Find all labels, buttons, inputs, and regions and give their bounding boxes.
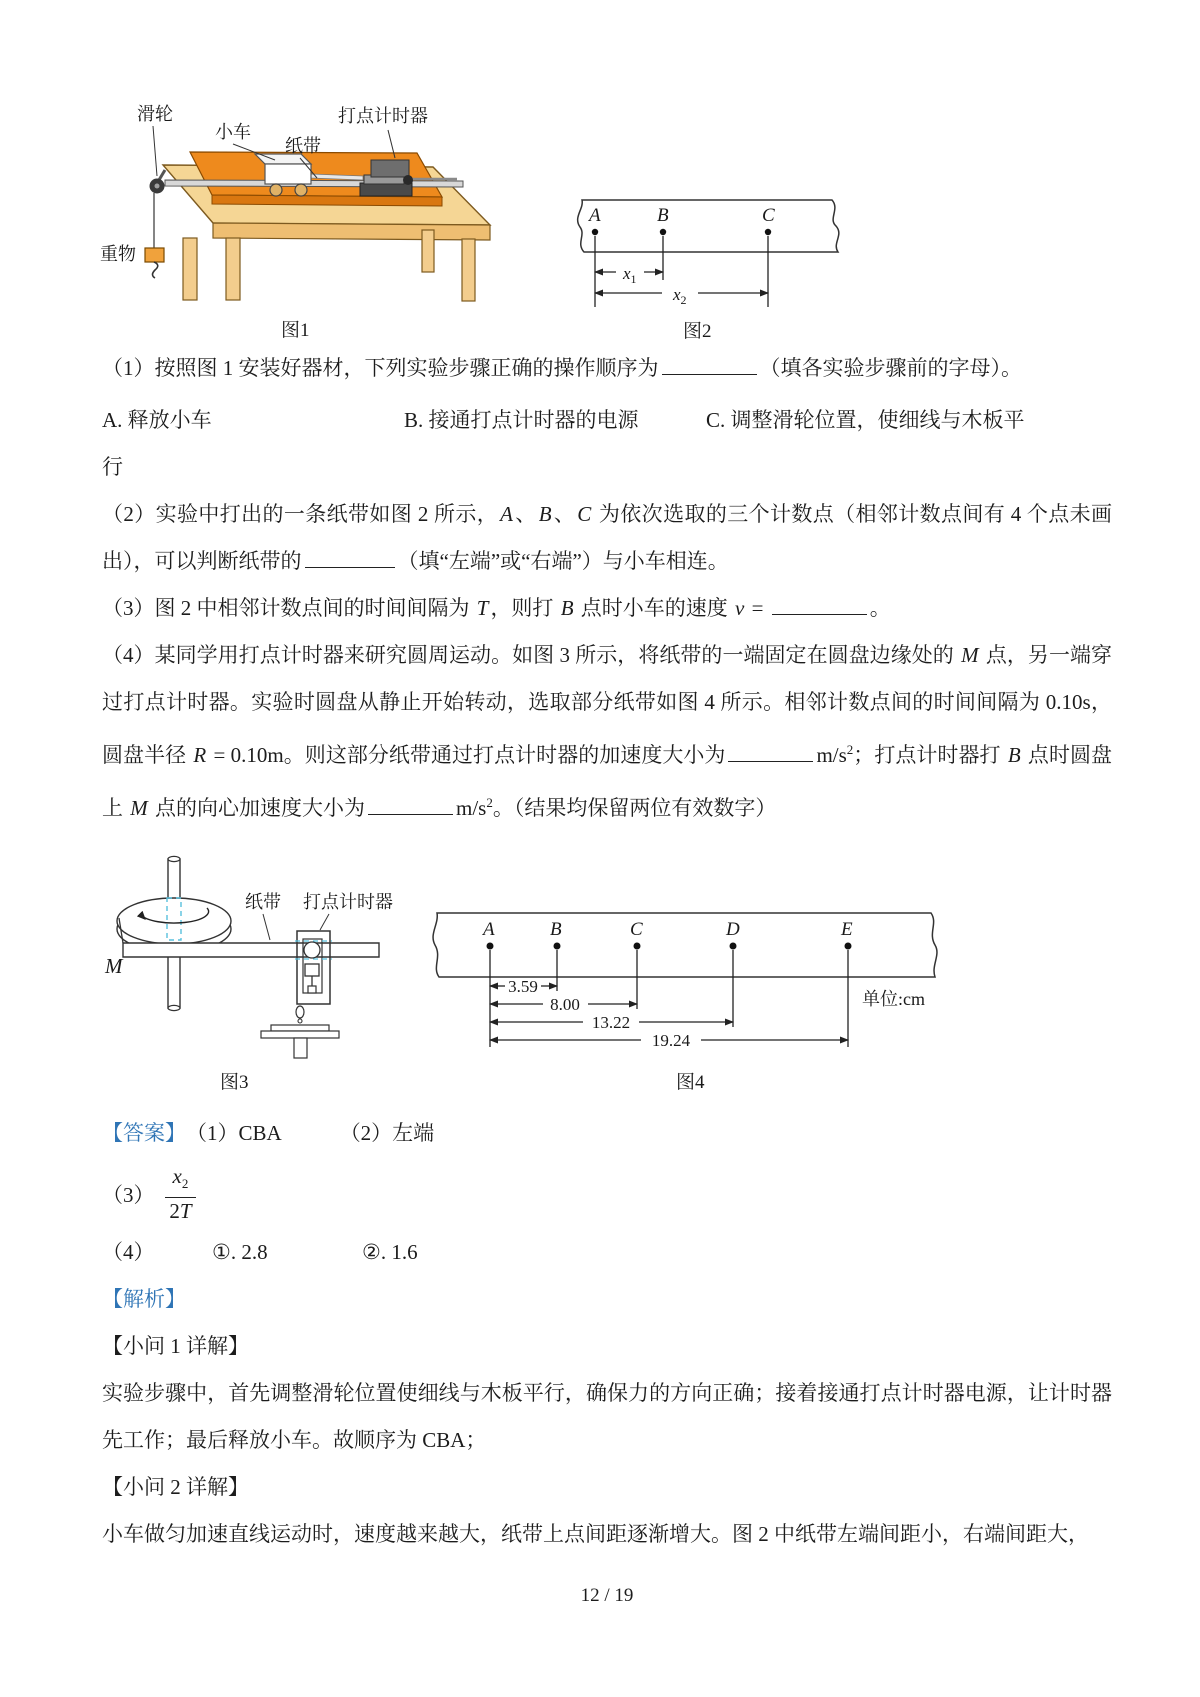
option-c: C. 调整滑轮位置，使细线与木板平 xyxy=(706,408,1025,432)
analysis-paragraph-1: 实验步骤中，首先调整滑轮位置使细线与木板平行，确保力的方向正确；接着接通打点计时器电源，让计时器先工作；最后释放小车。故顺序为 CBA； xyxy=(102,1381,1112,1452)
question-1 xyxy=(102,345,1112,392)
answer-blank xyxy=(662,371,757,375)
answer-4-item-1: ①. 2.8 xyxy=(212,1240,268,1264)
q1-text-post: （填各实验步骤前的字母）。 xyxy=(759,356,1022,380)
svg-text:B: B xyxy=(550,919,562,940)
tape-label: 纸带 xyxy=(285,136,321,156)
answer-line-1 xyxy=(102,1110,1112,1157)
tape-label: 纸带 xyxy=(245,892,281,912)
weight-hanging xyxy=(145,193,164,278)
answer-2: （2）左端 xyxy=(339,1121,435,1145)
figure3-caption: 图3 xyxy=(220,1072,249,1093)
analysis-sub2: 【小问 2 详解】 xyxy=(102,1475,249,1499)
ticker-timer-side xyxy=(295,931,332,1004)
option-c-wrap: 行 xyxy=(102,455,123,479)
option-b: B. 接通打点计时器的电源 xyxy=(404,408,639,432)
q1-text: （1）按照图 1 安装好器材，下列实验步骤正确的操作顺序为 xyxy=(102,356,659,380)
dimension-values xyxy=(508,977,691,1050)
answer-line-3 xyxy=(102,1163,1112,1225)
rail-track xyxy=(165,180,463,187)
point-c-label: C xyxy=(762,205,775,226)
analysis-paragraph-2: 小车做匀加速直线运动时，速度越来越大，纸带上点间距逐渐增大。图 2 中纸带左端间距小，右端间距大， xyxy=(102,1522,1089,1546)
timer-label: 打点计时器 xyxy=(338,106,428,126)
answer-blank xyxy=(368,811,453,815)
figure2-caption: 图2 xyxy=(683,321,712,342)
point-a-label: A xyxy=(589,205,601,226)
point-m-label: M xyxy=(105,954,123,978)
x1-dimension: $x_1$ xyxy=(623,264,637,286)
timer-stand xyxy=(261,1006,339,1058)
question-4: （4）某同学用打点计时器来研究圆周运动。如图 3 所示，将纸带的一端固定在圆盘边缘处的 M 点，另一端穿过打点计时器。实验时圆盘从静止开始转动，选取部分纸带如图 4 所示。相邻计数点间的时间间隔为 0.10s，圆盘半径 R = 0.10m。则这部分纸带通过打点计时器的加速度大小为 $m/s^2$；打点计时器打 B 点时圆盘上 M 点的向心加速度大小为 $m/s^2$。（结果均保留两位有效数字） xyxy=(102,643,1113,820)
question-2: （2）实验中打出的一条纸带如图 2 所示，A、B、C 为依次选取的三个计数点（相邻计数点间有 4 个点未画出），可以判断纸带的 （填“左端”或“右端”）与小车相连。 xyxy=(102,502,1113,573)
figure-row-1 xyxy=(102,90,1112,345)
cart-label: 小车 xyxy=(215,122,251,142)
answer-blank xyxy=(772,611,867,615)
svg-text:A: A xyxy=(483,919,495,940)
analysis-sub1: 【小问 1 详解】 xyxy=(102,1334,249,1358)
answer-1: （1）CBA xyxy=(186,1121,282,1145)
answer-4-item-2: ②. 1.6 xyxy=(362,1240,418,1264)
svg-text:13.22: 13.22 xyxy=(591,1013,631,1032)
analysis-label: 【解析】 xyxy=(102,1287,186,1311)
figure3-diagram xyxy=(95,846,450,1096)
figure-row-2 xyxy=(102,846,1112,1096)
question-3: （3）图 2 中相邻计数点间的时间间隔为 T，则打 B 点时小车的速度 v = 。 xyxy=(102,596,891,620)
figure1-diagram xyxy=(95,90,575,345)
figure2-diagram xyxy=(540,195,1000,345)
timer-label: 打点计时器 xyxy=(303,892,393,912)
svg-text:19.24: 19.24 xyxy=(651,1031,691,1050)
question-1-options xyxy=(102,397,1112,444)
figure1-caption: 图1 xyxy=(281,320,310,341)
answer-3-label: （3） xyxy=(102,1183,155,1207)
answer-blank xyxy=(305,564,395,568)
answer-line-4 xyxy=(102,1229,1112,1276)
unit-label: 单位:cm xyxy=(862,989,925,1009)
figure4-diagram xyxy=(425,901,950,1091)
svg-text:8.00: 8.00 xyxy=(550,995,580,1014)
weight-label: 重物 xyxy=(100,244,136,264)
option-a: A. 释放小车 xyxy=(102,408,212,432)
answer-4-label: （4） xyxy=(102,1240,155,1264)
fraction-x2-over-2T: $\frac{x_2}{2T}$ xyxy=(165,1163,197,1225)
svg-text:D: D xyxy=(726,919,740,940)
answer-label: 【答案】 xyxy=(102,1121,186,1145)
figure4-caption: 图4 xyxy=(676,1072,705,1091)
svg-text:3.59: 3.59 xyxy=(508,977,538,996)
svg-text:C: C xyxy=(630,919,643,940)
tape-outline xyxy=(433,913,937,977)
svg-text:E: E xyxy=(841,919,853,940)
answer-blank xyxy=(728,758,813,762)
page-number: 12 / 19 xyxy=(580,1585,634,1606)
tape-outline xyxy=(578,200,839,252)
pulley-label: 滑轮 xyxy=(137,104,173,124)
x2-dimension: $x_2$ xyxy=(673,285,687,307)
point-b-label: B xyxy=(657,205,669,226)
